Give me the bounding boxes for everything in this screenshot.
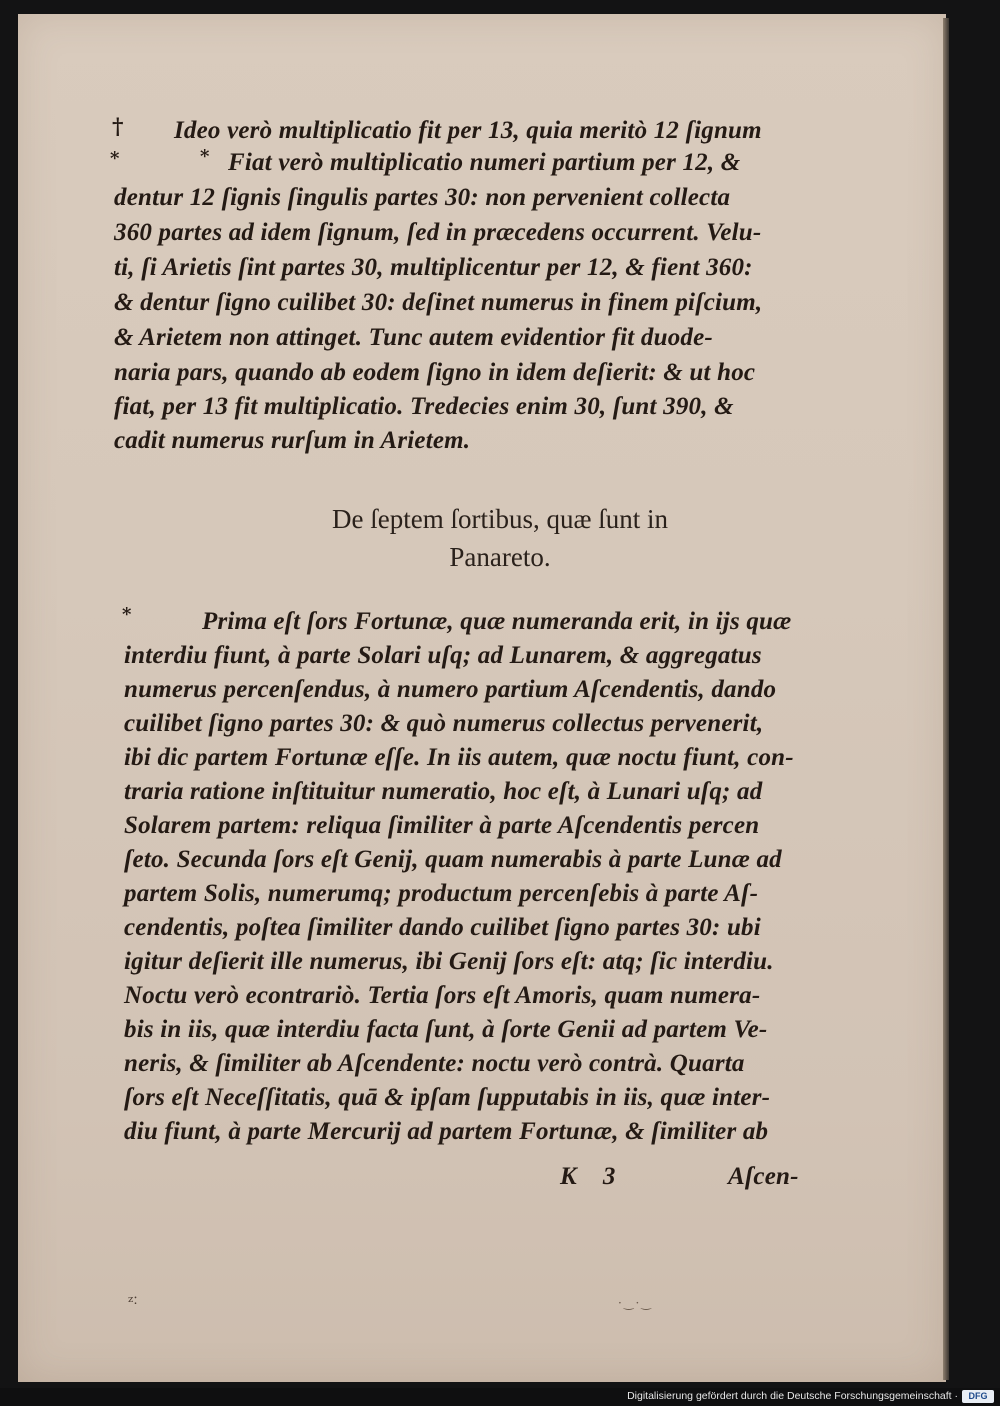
passage-2-line-9: partem Solis, numerumq; productum percenſebis à parte Aſ-: [124, 880, 759, 907]
passage-1-line-10: cadit numerus rurſum in Arietem.: [114, 427, 471, 454]
passage-2-asterisk: *: [122, 604, 132, 625]
passage-1-line-8: naria pars, quando ab eodem ſigno in idem deſierit: & ut hoc: [114, 359, 756, 386]
passage-2-line-14: neris, & ſimiliter ab Aſcendente: noctu verò contrà. Quarta: [124, 1050, 745, 1077]
inline-asterisk: *: [200, 146, 210, 167]
passage-2-line-10: cendentis, poſtea ſimiliter dando cuilibet ſigno partes 30: ubi: [124, 914, 761, 941]
passage-2-line-13: bis in iis, quæ interdiu facta ſunt, à ſorte Genii ad partem Ve-: [124, 1016, 768, 1043]
page-edge: [943, 18, 949, 1380]
passage-2-line-16: diu fiunt, à parte Mercurij ad partem Fortunæ, & ſimiliter ab: [124, 1118, 769, 1145]
passage-1-line-6: & dentur ſigno cuilibet 30: deſinet numerus in finem piſcium,: [114, 289, 763, 316]
passage-2-line-12: Noctu verò econtrariò. Tertia ſors eſt Amoris, quam numera-: [124, 982, 761, 1009]
passage-1-line-5: ti, ſi Arietis ſint partes 30, multiplicentur per 12, & fient 360:: [114, 254, 753, 281]
ink-specks: ·‿·‿: [618, 1296, 653, 1310]
funding-credit: Digitalisierung gefördert durch die Deutsche Forschungsgemeinschaft ·: [627, 1390, 958, 1402]
passage-2-line-4: cuilibet ſigno partes 30: & quò numerus collectus pervenerit,: [124, 710, 764, 737]
passage-2-line-1: Prima eſt ſors Fortunæ, quæ numeranda erit, in ijs quæ: [202, 608, 792, 635]
passage-2-line-3: numerus percenſendus, à numero partium Aſcendentis, dando: [124, 676, 777, 703]
passage-1-line-9: fiat, per 13 fit multiplicatio. Tredecies enim 30, ſunt 390, &: [114, 393, 734, 420]
passage-1-line-4: 360 partes ad idem ſignum, ſed in præcedens occurrent. Velu-: [114, 219, 762, 246]
passage-2-line-11: igitur deſierit ille numerus, ibi Genij ſors eſt: atq; ſic interdiu.: [124, 948, 774, 975]
section-heading-line-2: Panareto.: [449, 542, 551, 572]
margin-asterisk: *: [110, 148, 120, 169]
passage-2-line-6: traria ratione inſtituitur numeratio, hoc eſt, à Lunari uſq; ad: [124, 778, 763, 805]
dagger-mark: †: [112, 114, 124, 140]
passage-2-line-8: ſeto. Secunda ſors eſt Genij, quam numerabis à parte Lunæ ad: [124, 846, 782, 873]
dfg-logo: DFG: [962, 1390, 994, 1403]
passage-2-line-7: Solarem partem: reliqua ſimiliter à parte Aſcendentis percen: [124, 812, 760, 839]
passage-2-line-2: interdiu fiunt, à parte Solari uſq; ad Lunarem, & aggregatus: [124, 642, 762, 669]
passage-2-line-5: ibi dic partem Fortunæ eſſe. In iis autem, quæ noctu fiunt, con-: [124, 744, 794, 771]
passage-1-line-2: Fiat verò multiplicatio numeri partium per 12, &: [228, 149, 741, 176]
passage-1-line-7: & Arietem non attinget. Tunc autem evidentior fit duode-: [114, 324, 713, 351]
passage-1-line-1: Ideo verò multiplicatio fit per 13, quia meritò 12 ſignum: [174, 117, 762, 144]
catchword: Aſcen-: [728, 1163, 799, 1190]
passage-2-line-15: ſors eſt Neceſſitatis, quā & ipſam ſupputabis in iis, quæ inter-: [124, 1084, 771, 1111]
passage-1-line-3: dentur 12 ſignis ſingulis partes 30: non pervenient collecta: [114, 184, 731, 211]
section-heading-line-1: De ſeptem ſortibus, quæ ſunt in: [332, 504, 668, 534]
signature-mark: K 3: [560, 1163, 626, 1190]
ink-smudge: ᶻ˸: [128, 1292, 138, 1311]
